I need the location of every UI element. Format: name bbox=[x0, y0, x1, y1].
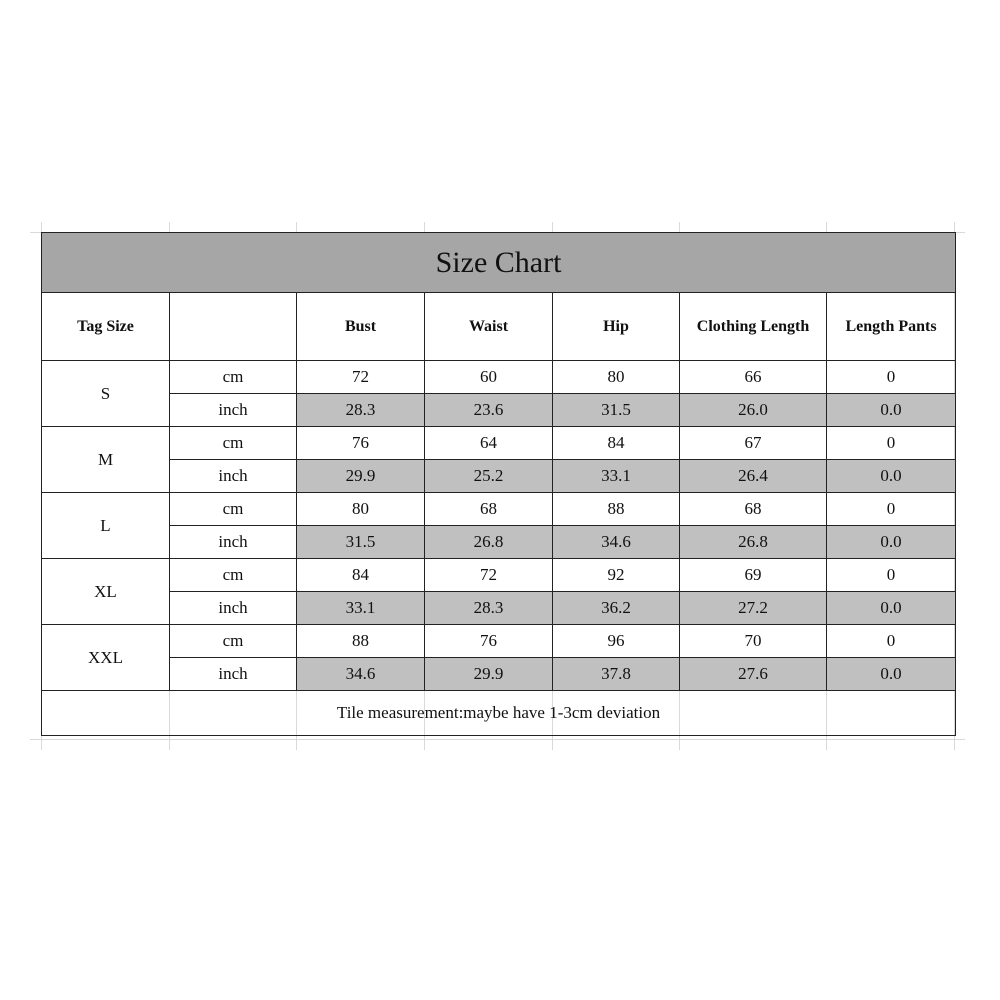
unit-cell: cm bbox=[170, 559, 297, 592]
length-cell: 67 bbox=[680, 427, 827, 460]
unit-cell: cm bbox=[170, 427, 297, 460]
pants-cell: 0 bbox=[827, 559, 956, 592]
table-row bbox=[42, 460, 956, 493]
size-label: XXL bbox=[42, 625, 170, 691]
waist-cell: 64 bbox=[425, 427, 553, 460]
waist-cell: 72 bbox=[425, 559, 553, 592]
waist-cell: 23.6 bbox=[425, 394, 553, 427]
bust-cell: 80 bbox=[297, 493, 425, 526]
length-cell: 27.6 bbox=[680, 658, 827, 691]
unit-cell: inch bbox=[170, 460, 297, 493]
unit-cell: inch bbox=[170, 394, 297, 427]
length-cell: 70 bbox=[680, 625, 827, 658]
table-row bbox=[42, 427, 956, 460]
table-row bbox=[42, 592, 956, 625]
grid-line bbox=[30, 739, 965, 740]
waist-cell: 28.3 bbox=[425, 592, 553, 625]
waist-cell: 76 bbox=[425, 625, 553, 658]
bust-cell: 72 bbox=[297, 361, 425, 394]
length-cell: 68 bbox=[680, 493, 827, 526]
header-length-pants: Length Pants bbox=[827, 293, 956, 361]
table-row bbox=[42, 625, 956, 658]
bust-cell: 34.6 bbox=[297, 658, 425, 691]
length-cell: 66 bbox=[680, 361, 827, 394]
table-row bbox=[42, 493, 956, 526]
hip-cell: 33.1 bbox=[553, 460, 680, 493]
hip-cell: 92 bbox=[553, 559, 680, 592]
header-hip: Hip bbox=[553, 293, 680, 361]
bust-cell: 76 bbox=[297, 427, 425, 460]
length-cell: 27.2 bbox=[680, 592, 827, 625]
unit-cell: cm bbox=[170, 625, 297, 658]
header-clothing-length: Clothing Length bbox=[680, 293, 827, 361]
table-row bbox=[42, 526, 956, 559]
hip-cell: 96 bbox=[553, 625, 680, 658]
unit-cell: inch bbox=[170, 592, 297, 625]
header-tag-size: Tag Size bbox=[42, 293, 170, 361]
size-label: S bbox=[42, 361, 170, 427]
pants-cell: 0 bbox=[827, 427, 956, 460]
hip-cell: 84 bbox=[553, 427, 680, 460]
size-label: L bbox=[42, 493, 170, 559]
length-cell: 26.4 bbox=[680, 460, 827, 493]
measurement-note: Tile measurement:maybe have 1-3cm deviation bbox=[42, 691, 956, 736]
bust-cell: 29.9 bbox=[297, 460, 425, 493]
header-bust: Bust bbox=[297, 293, 425, 361]
table-row bbox=[42, 559, 956, 592]
size-label: M bbox=[42, 427, 170, 493]
pants-cell: 0 bbox=[827, 493, 956, 526]
hip-cell: 36.2 bbox=[553, 592, 680, 625]
length-cell: 26.0 bbox=[680, 394, 827, 427]
unit-cell: inch bbox=[170, 658, 297, 691]
unit-cell: inch bbox=[170, 526, 297, 559]
waist-cell: 60 bbox=[425, 361, 553, 394]
hip-cell: 31.5 bbox=[553, 394, 680, 427]
waist-cell: 29.9 bbox=[425, 658, 553, 691]
hip-cell: 80 bbox=[553, 361, 680, 394]
bust-cell: 31.5 bbox=[297, 526, 425, 559]
bust-cell: 28.3 bbox=[297, 394, 425, 427]
table-row bbox=[42, 361, 956, 394]
bust-cell: 88 bbox=[297, 625, 425, 658]
chart-title: Size Chart bbox=[42, 233, 956, 293]
hip-cell: 88 bbox=[553, 493, 680, 526]
pants-cell: 0.0 bbox=[827, 592, 956, 625]
table-row bbox=[42, 394, 956, 427]
size-label: XL bbox=[42, 559, 170, 625]
unit-cell: cm bbox=[170, 493, 297, 526]
header-waist: Waist bbox=[425, 293, 553, 361]
length-cell: 26.8 bbox=[680, 526, 827, 559]
header-row bbox=[42, 293, 956, 361]
pants-cell: 0.0 bbox=[827, 658, 956, 691]
pants-cell: 0.0 bbox=[827, 394, 956, 427]
length-cell: 69 bbox=[680, 559, 827, 592]
unit-cell: cm bbox=[170, 361, 297, 394]
pants-cell: 0.0 bbox=[827, 526, 956, 559]
waist-cell: 25.2 bbox=[425, 460, 553, 493]
pants-cell: 0.0 bbox=[827, 460, 956, 493]
header-unit bbox=[170, 293, 297, 361]
bust-cell: 33.1 bbox=[297, 592, 425, 625]
waist-cell: 68 bbox=[425, 493, 553, 526]
pants-cell: 0 bbox=[827, 625, 956, 658]
size-chart-table bbox=[41, 232, 956, 736]
hip-cell: 34.6 bbox=[553, 526, 680, 559]
table-row bbox=[42, 658, 956, 691]
pants-cell: 0 bbox=[827, 361, 956, 394]
waist-cell: 26.8 bbox=[425, 526, 553, 559]
hip-cell: 37.8 bbox=[553, 658, 680, 691]
bust-cell: 84 bbox=[297, 559, 425, 592]
